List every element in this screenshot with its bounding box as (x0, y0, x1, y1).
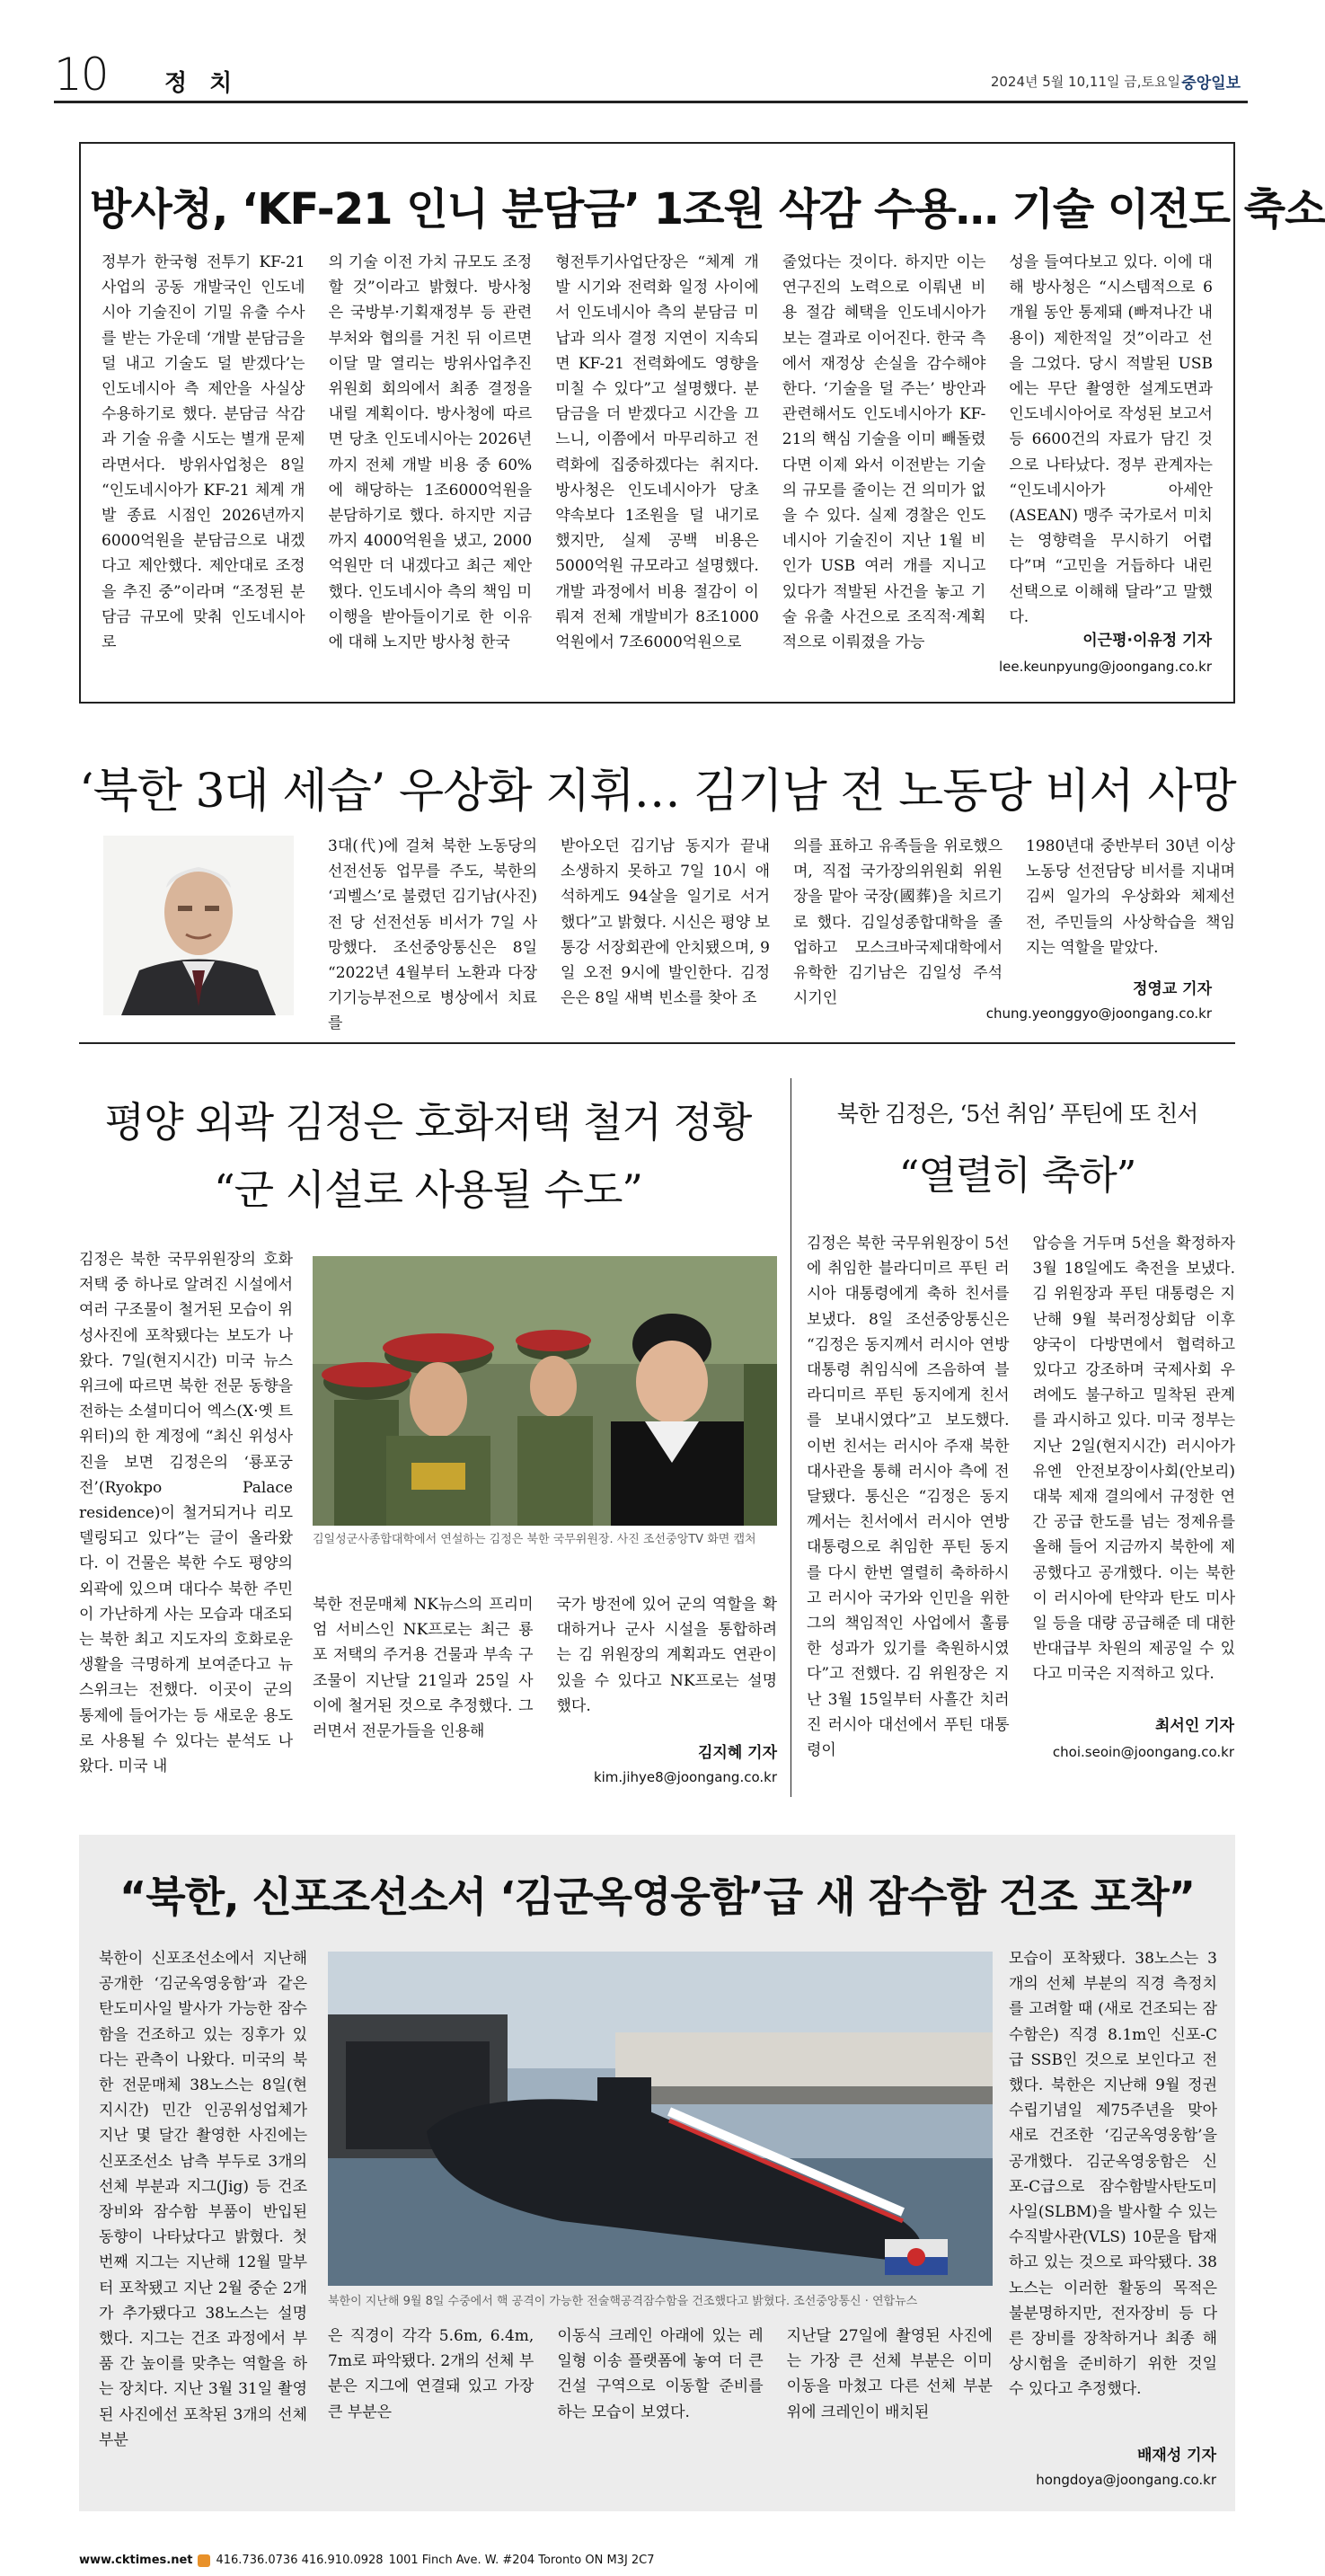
article2-column: 1980년대 중반부터 30년 이상 노동당 선전담당 비서를 지내며 김씨 일가의 우상화와 체제선전, 주민들의 사상학습을 책임지는 역할을 맡았다. (1026, 837, 1235, 957)
article3-headline-line1: 평양 외곽 김정은 호화저택 철거 정황 (104, 1098, 752, 1146)
newspaper-logo: 중앙일보 (1181, 75, 1241, 93)
footer-address: 1001 Finch Ave. W. #204 Toronto ON M3J 2C7 (388, 2554, 655, 2567)
footer-website[interactable]: www.cktimes.net (79, 2554, 193, 2567)
article3-column: 김정은 북한 국무위원장의 호화저택 중 하나로 알려진 시설에서 여러 구조물이 철거된 모습이 위성사진에 포착됐다는 보도가 나왔다. 7일(현지시간) 미국 뉴스위크에 따르면 북한 전문 동향을 전하는 소셜미디어 엑스(X·옛 트위터)의 한 계정에 “최신 위성사진을 보면 김정은의 ‘룡포궁전’(Ryokpo Palace residence)이 철거되거나 리모델링되고 있다”는 글이 올라왔다. 이 건물은 북한 수도 평양의 외곽에 있으며 대다수 북한 주민이 가난하게 사는 모습과 대조되는 북한 최고 지도자의 호화로운 생활을 극명하게 보여준다고 뉴스위크는 전했다. 이곳이 군의 통제에 들어가는 등 새로운 용도로 사용될 수 있다는 분석도 나왔다. 미국 내 (79, 1251, 293, 1776)
article1-column: 형전투기사업단장은 “체계 개발 시기와 전력화 일정 사이에서 인도네시아 측의 분담금 미납과 의사 결정 지연이 지속되면 KF-21 전력화에도 영향을 미칠 수 있다”고 설명했다. 분담금을 더 받겠다고 시간을 끄느니, 이쯤에서 마무리하고 전력화에 집중하겠다는 취지다. 방사청은 인도네시아가 당초 약속보다 1조원을 덜 내기로 했지만, 실제 공백 비용은 5000억원 규모라고 설명했다. 개발 과정에서 비용 절감이 이뤄져 전체 개발비가 8조1000억원에서 7조6000억원으로 (555, 253, 759, 652)
article3-email[interactable]: kim.jihye8@joongang.co.kr (593, 1769, 777, 1785)
article5-column: 이동식 크레인 아래에 있는 레일형 이송 플랫폼에 놓여 더 큰 건설 구역으로 이동할 준비를 하는 모습이 보였다. (557, 2327, 764, 2421)
article4-column: 김정은 북한 국무위원장이 5선에 취임한 블라디미르 푸틴 러시아 대통령에게 축하 친서를 보냈다. 8일 조선중앙통신은 “김정은 동지께서 러시아 연방 대통령 취임식에 즈음하여 블라디미르 푸틴 동지에게 친서를 보내시였다”고 보도했다. 이번 친서는 러시아 주재 북한대사관을 통해 러시아 측에 전달됐다. 통신은 “김정은 동지께서는 친서에서 러시아 연방 대통령으로 취임한 푸틴 동지를 다시 한번 열렬히 축하하시고 러시아 국가와 인민을 위한 그의 책임적인 사업에서 훌륭한 성과가 있기를 축원하시였다”고 전했다. 김 위원장은 지난 3월 15일부터 사흘간 치러진 러시아 대선에서 푸틴 대통령이 (807, 1235, 1010, 1760)
footer-phone: 416.736.0736 416.910.0928 (216, 2554, 384, 2567)
article2-column: 의를 표하고 유족들을 위로했으며, 직접 국가장의위원회 위원장을 맡아 국장(國葬)을 치르기로 했다. 김일성종합대학을 졸업하고 모스크바국제대학에서 유학한 김기남은 김일성 주석 시기인 (793, 837, 1003, 1008)
article4-kicker: 북한 김정은, ‘5선 취임’ 푸틴에 또 친서 (836, 1101, 1198, 1127)
kim-kinam-photo (103, 836, 294, 1015)
article5-email[interactable]: hongdoya@joongang.co.kr (1036, 2472, 1216, 2488)
article1-column: 의 기술 이전 가치 규모도 조정할 것”이라고 밝혔다. 방사청은 국방부·기획재정부 등 관련 부처와 협의를 거친 뒤 이르면 이달 말 열리는 방위사업추진위원회 회의에서 최종 결정을 내릴 계획이다. 방사청에 따르면 당초 인도네시아는 2026년까지 전체 개발 비용 중 60%에 해당하는 1조6000억원을 분담하기로 했다. 하지만 지금까지 4000억원을 냈고, 2000억원만 더 내겠다고 최근 제안했다. 인도네시아 측의 책임 미이행을 받아들이기로 한 이유에 대해 노지만 방사청 한국 (328, 253, 533, 652)
article4-column: 압승을 거두며 5선을 확정하자 3월 18일에도 축전을 보냈다. 김 위원장과 푸틴 대통령은 지난해 9월 북러정상회담 이후 양국이 다방면에서 협력하고 있다고 강조하며 국제사회 우려에도 불구하고 밀착된 관계를 과시하고 있다. 미국 정부는 지난 2일(현지시간) 러시아가 유엔 안전보장이사회(안보리) 대북 제재 결의에서 규정한 연간 공급 한도를 넘는 정제유를 올해 들어 지금까지 북한에 제공했다고 공개했다. 이는 북한이 러시아에 탄약과 탄도 미사일 등을 대량 공급해준 데 대한 반대급부 차원의 제공일 수 있다고 미국은 지적하고 있다. (1032, 1235, 1235, 1684)
article2-body (328, 834, 1235, 1031)
article2-byline: 정영교 기자 (1132, 980, 1212, 998)
footer (79, 2554, 655, 2567)
article5-column-left: 북한이 신포조선소에서 지난해 공개한 ‘김군옥영웅함’과 같은 탄도미사일 발사가 가능한 잠수함을 건조하고 있는 징후가 있다는 관측이 나왔다. 미국의 북한 전문매체 38노스는 8일(현지시간) 민간 인공위성업체가 지난 몇 달간 촬영한 사진에는 신포조선소 남측 부두로 3개의 선체 부분과 지그(Jig) 등 건조 장비와 잠수함 부품이 반입된 동향이 나타났다고 밝혔다. 첫 번째 지그는 지난해 12월 말부터 포착됐고 지난 2월 중순 2개가 추가됐다고 38노스는 설명했다. 지그는 건조 과정에서 부품 간 높이를 맞추는 역할을 하는 장치다. 지난 3월 31일 촬영된 사진에선 포착된 3개의 선체 부분 (99, 1950, 307, 2449)
article2-headline: ‘북한 3대 세습’ 우상화 지휘… 김기남 전 노동당 비서 사망 (79, 765, 1236, 819)
article3-column: 북한 전문매체 NK뉴스의 프리미엄 서비스인 NK프로는 최근 룡포 저택의 주거용 건물과 부속 구조물이 지난달 21일과 25일 사이에 철거된 것으로 추정했다. 그러면서 전문가들을 인용해 (313, 1596, 534, 1741)
article4-headline: “열렬히 축하” (898, 1153, 1136, 1199)
article5-headline: “북한, 신포조선소서 ‘김군옥영웅함’급 새 잠수함 건조 포착” (119, 1872, 1195, 1921)
article1-column: 줄었다는 것이다. 하지만 이는 연구진의 노력으로 이뤄낸 비용 절감 혜택을 인도네시아가 보는 결과로 이어진다. 한국 측에서 재정상 손실을 감수해야 한다. ‘기술을 덜 주는’ 방안과 관련해서도 인도네시아가 KF-21의 핵심 기술을 이미 빼돌렸다면 이제 와서 이전받는 기술의 규모를 줄이는 건 의미가 없을 수 있다. 실제 경찰은 인도네시아 기술진이 지난 1월 비인가 USB 여러 개를 지니고 있다가 적발된 사건을 놓고 기술 유출 사건으로 조직적·계획적으로 이뤄졌을 가능 (782, 253, 986, 652)
article2-column: 3대(代)에 걸쳐 북한 노동당의 선전선동 업무를 주도, 북한의 ‘괴벨스’로 불렸던 김기남(사진) 전 당 선전선동 비서가 7일 사망했다. 조선중앙통신은 8일 “2022년 4월부터 노환과 다장기기능부전으로 병상에서 치료를 (328, 837, 537, 1033)
article3-photo-caption: 김일성군사종합대학에서 연설하는 김정은 북한 국무위원장. 사진 조선중앙TV 화면 캡처 (313, 1533, 756, 1546)
submarine-photo (328, 1952, 993, 2286)
article5-column: 지난달 27일에 촬영된 사진에는 가장 큰 선체 부분은 이미 이동을 마쳤고 다른 선체 부분 위에 크레인이 배치된 (786, 2327, 993, 2421)
article1-headline: 방사청, ‘KF-21 인니 분담금’ 1조원 삭감 수용… 기술 이전도 축소 (90, 184, 1325, 235)
article5-bottom (328, 2324, 993, 2490)
article1-column: 성을 들여다보고 있다. 이에 대해 방사청은 “시스템적으로 6개월 동안 통제돼 (빠져나간 내용이) 제한적일 것”이라고 선을 그었다. 당시 적발된 USB에는 무단 촬영한 설계도면과 인도네시아어로 작성된 보고서 등 6600건의 자료가 담긴 것으로 나타났다. 정부 관계자는 “인도네시아가 아세안(ASEAN) 맹주 국가로서 미치는 영향력을 무시하기 어렵다”며 “고민을 거듭하다 내린 선택으로 이해해 달라”고 말했다. (1009, 253, 1213, 626)
article2-email[interactable]: chung.yeonggyo@joongang.co.kr (985, 1005, 1212, 1022)
article4-byline: 최서인 기자 (1154, 1717, 1234, 1735)
phone-icon (198, 2554, 210, 2567)
article5-photo-caption: 북한이 지난해 9월 8일 수중에서 핵 공격이 가능한 전술핵공격잠수함을 건조했다고 밝혔다. 조선중앙통신 · 연합뉴스 (328, 2295, 918, 2308)
kim-jongun-photo (313, 1256, 777, 1526)
article5-column-right: 모습이 포착됐다. 38노스는 3개의 선체 부분의 직경 측정치를 고려할 때 (새로 건조되는 잠수함은) 직경 8.1m인 신포-C급 SSB인 것으로 보인다고 전했다. 북한은 지난해 9월 정권수립기념일 제75주년을 맞아 새로 건조한 ‘김군옥영웅함’을 공개했다. 김군옥영웅함은 신포-C급으로 잠수함발사탄도미사일(SLBM)을 발사할 수 있는 수직발사관(VLS) 10문을 탑재하고 있는 것으로 파악됐다. 38노스는 이러한 활동의 목적은 불분명하지만, 전자장비 등 다른 장비를 장착하거나 최종 해상시험을 준비하기 위한 것일 수 있다고 추정했다. (1009, 1950, 1217, 2399)
article1-email[interactable]: lee.keunpyung@joongang.co.kr (998, 659, 1212, 675)
article5-column: 은 직경이 각각 5.6m, 6.4m, 7m로 파악됐다. 2개의 선체 부분은 지그에 연결돼 있고 가장 큰 부분은 (328, 2327, 534, 2421)
article3-column: 국가 방전에 있어 군의 역할을 확대하거나 군사 시설을 통합하려는 김 위원장의 계획과도 연관이 있을 수 있다고 NK프로는 설명했다. (556, 1596, 777, 1715)
issue-date: 2024년 5월 10,11일 금,토요일 (990, 74, 1180, 90)
header-rule (54, 101, 1248, 103)
article1-column: 정부가 한국형 전투기 KF-21 사업의 공동 개발국인 인도네시아 기술진이 기밀 유출 수사를 받는 가운데 ‘개발 분담금을 덜 내고 기술도 덜 받겠다’는 인도네시아 측 제안을 사실상 수용하기로 했다. 분담금 삭감과 기술 유출 시도는 별개 문제라면서다. 방위사업청은 8일 “인도네시아가 KF-21 체계 개발 종료 시점인 2026년까지 6000억원을 분담금으로 내겠다고 제안했다. 제안대로 조정을 추진 중”이라며 “조정된 분담금 규모에 맞춰 인도네시아로 (102, 253, 305, 652)
article2-column: 받아오던 김기남 동지가 끝내 소생하지 못하고 7일 10시 애석하게도 94살을 일기로 서거했다”고 밝혔다. 시신은 평양 보통강 서장회관에 안치됐으며, 9일 오전 9시에 발인한다. 김정은은 8일 새벽 빈소를 찾아 조 (561, 837, 770, 1008)
article3-headline-line2: “군 시설로 사용될 수도” (214, 1165, 642, 1214)
article3-byline: 김지혜 기자 (697, 1744, 777, 1762)
article5-byline: 배재성 기자 (1136, 2447, 1216, 2465)
article4-email[interactable]: choi.seoin@joongang.co.kr (1052, 1744, 1234, 1760)
section-divider (79, 1042, 1235, 1044)
section-name: 정 치 (164, 70, 240, 97)
article1-byline: 이근평·이유정 기자 (1082, 632, 1212, 650)
page-number: 10 (54, 49, 108, 101)
